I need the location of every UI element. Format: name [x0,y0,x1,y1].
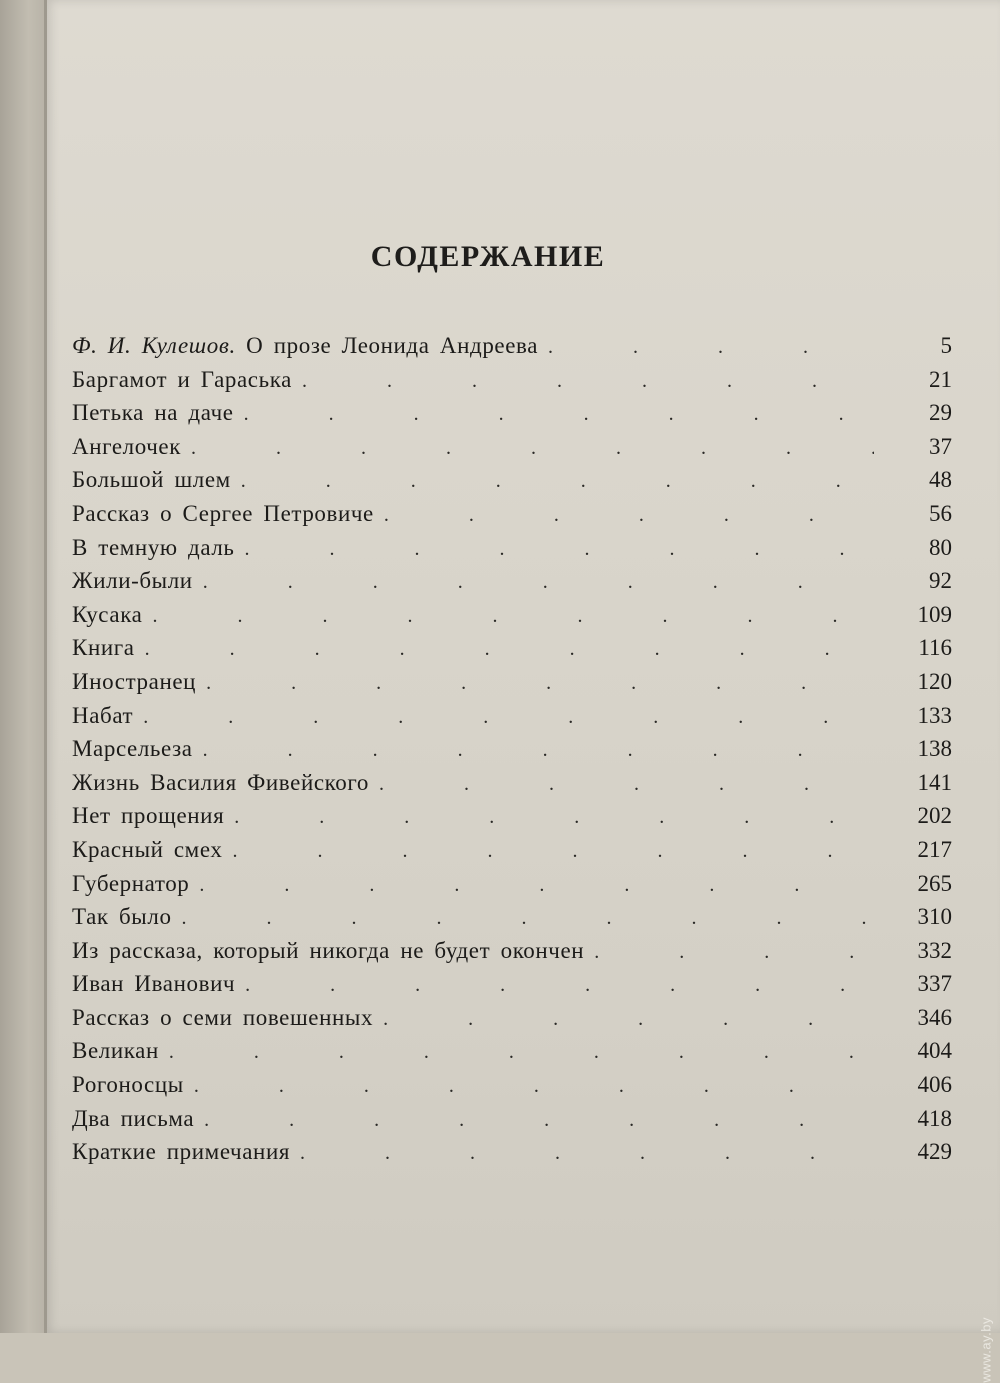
toc-entry-title: Жили-были [72,568,193,594]
toc-entry [72,703,952,737]
dot-leader [379,773,874,796]
dot-leader [203,571,874,594]
toc-page-number: 138 [917,736,952,762]
toc-entry-title: В темную даль [72,534,235,560]
dot-leader [245,974,874,997]
toc-entry [72,434,952,468]
toc-entry-title: Рассказ о семи повешенных [72,1004,374,1030]
toc-entry-title: Нет прощения [72,803,225,829]
toc-page-number: 37 [929,433,952,459]
toc-entry [72,467,952,501]
dot-leader [199,874,874,897]
toc-page-number: 56 [929,500,952,526]
toc-entry-title: Марсельеза [72,736,193,762]
toc-entry [72,367,952,401]
toc-page-number: 217 [917,836,952,862]
toc-page-number: 92 [929,568,952,594]
toc-entry-title: Книга [72,635,135,661]
toc-entry [72,736,952,770]
dot-leader [169,1041,874,1064]
toc-entry [72,1038,952,1072]
toc-page-number: 29 [929,400,952,426]
toc-entry [72,1139,952,1173]
dot-leader [182,907,874,930]
contents-heading: СОДЕРЖАНИЕ [370,240,606,273]
dot-leader [234,806,874,829]
toc-entry-author: Ф. И. Кулешов. [72,333,236,358]
toc-entry [72,770,952,804]
toc-page-number: 80 [929,534,952,560]
dot-leader [203,739,874,762]
dot-leader [206,672,874,695]
toc-entry-title: Два письма [72,1105,195,1131]
toc-entry [72,501,952,535]
toc-entry-title: Большой шлем [72,467,231,493]
toc-page-number: 406 [917,1072,952,1098]
toc-entry-title: Набат [72,702,134,728]
toc-entry-title: Краткие примечания [72,1139,291,1165]
toc-page-number: 21 [929,366,952,392]
toc-entry-title: Рогоносцы [72,1072,184,1098]
dot-leader [548,336,874,359]
toc-entry-title: Так было [72,904,172,930]
toc-entry [72,1072,952,1106]
toc-entry [72,568,952,602]
toc-page-number: 337 [917,971,952,997]
table-of-contents [72,333,952,1173]
toc-entry [72,1005,952,1039]
dot-leader [245,538,874,561]
toc-entry [72,904,952,938]
dot-leader [241,470,874,493]
dot-leader [244,403,874,426]
toc-page-number: 332 [917,937,952,963]
dot-leader [302,370,874,393]
dot-leader [232,840,874,863]
toc-entry [72,938,952,972]
toc-page-number: 202 [917,803,952,829]
toc-entry-title: Губернатор [72,870,190,896]
dot-leader [384,504,874,527]
toc-page-number: 310 [917,904,952,930]
watermark-text: www.ay.by [979,1317,994,1383]
page-edge [44,0,47,1333]
toc-page-number: 265 [917,870,952,896]
toc-page-number: 109 [917,601,952,627]
toc-page-number: 116 [918,635,952,661]
toc-entry [72,535,952,569]
toc-entry [72,602,952,636]
toc-entry [72,971,952,1005]
toc-page-number: 133 [917,702,952,728]
toc-entry [72,803,952,837]
toc-entry [72,400,952,434]
toc-page-number: 120 [917,668,952,694]
toc-entry-title-text: О прозе Леонида Андреева [246,333,538,358]
dot-leader [300,1142,874,1165]
toc-page-number: 429 [917,1139,952,1165]
dot-leader [383,1008,874,1031]
dot-leader [152,605,874,628]
toc-page-number: 5 [940,333,952,358]
toc-entry-title: Иностранец [72,668,197,694]
dot-leader [194,1075,874,1098]
toc-page-number: 141 [917,769,952,795]
toc-page-number: 404 [917,1038,952,1064]
toc-entry-title: Кусака [72,601,143,627]
dot-leader [191,437,874,460]
toc-page-number: 418 [917,1105,952,1131]
toc-entry-title [72,333,538,359]
toc-entry-title: Иван Иванович [72,971,236,997]
toc-entry-title: Из рассказа, который никогда не будет окончен [72,937,585,963]
toc-page-number: 346 [917,1004,952,1030]
toc-entry [72,669,952,703]
toc-entry [72,1106,952,1140]
background-surface [0,0,48,1333]
toc-entry [72,871,952,905]
toc-entry-title: Петька на даче [72,400,234,426]
toc-entry [72,333,952,367]
dot-leader [204,1109,874,1132]
toc-page-number: 48 [929,467,952,493]
dot-leader [594,941,874,964]
dot-leader [145,638,874,661]
toc-entry [72,837,952,871]
toc-entry-title: Ангелочек [72,433,181,459]
toc-entry-title: Рассказ о Сергее Петровиче [72,500,374,526]
toc-entry-title: Жизнь Василия Фивейского [72,769,369,795]
dot-leader [143,706,874,729]
toc-entry-title: Великан [72,1038,159,1064]
toc-entry-title: Красный смех [72,836,223,862]
toc-entry [72,635,952,669]
toc-entry-title: Баргамот и Гараська [72,366,292,392]
